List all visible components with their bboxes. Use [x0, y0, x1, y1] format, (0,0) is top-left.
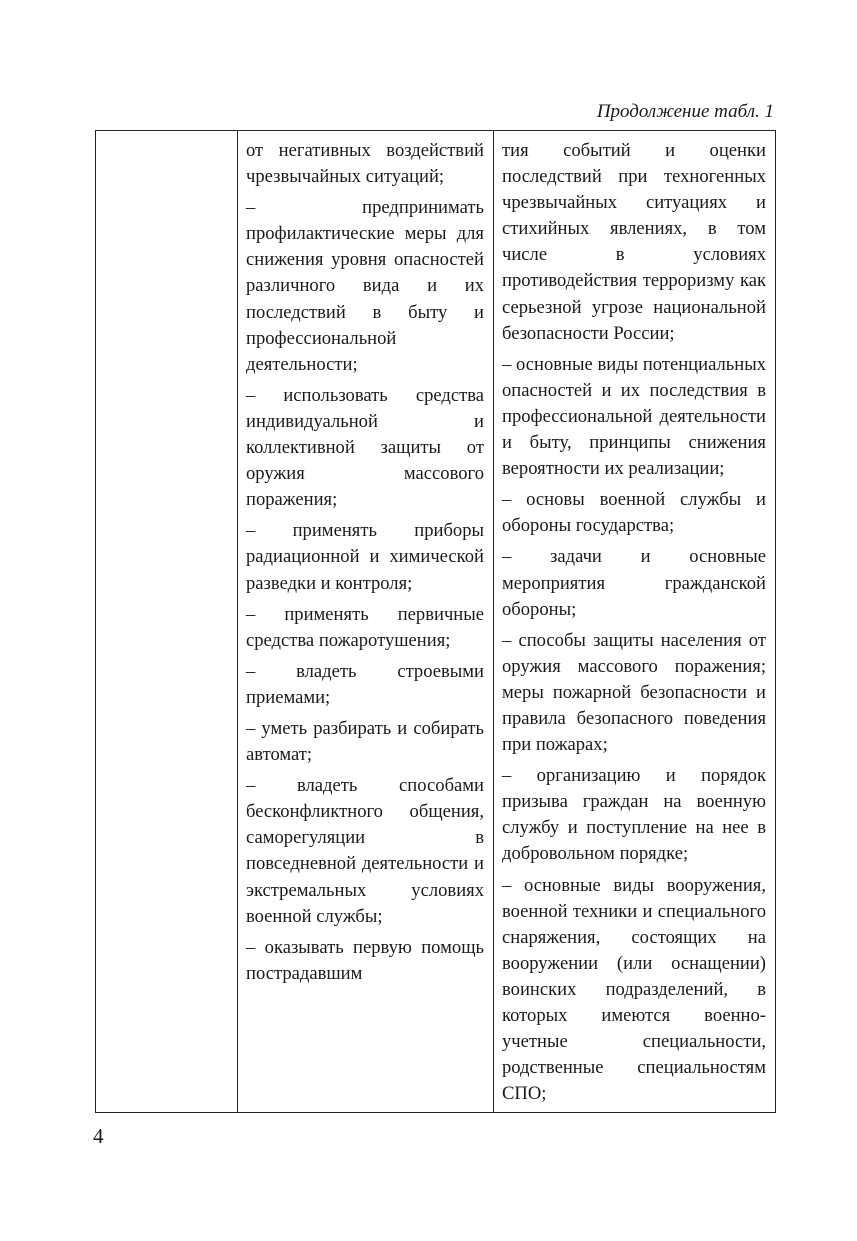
- column-2-content: [238, 131, 493, 987]
- list-item: – способы защиты населения от оружия массового поражения; меры пожарной безопасности и правила безопасного поведения при пожарах;: [502, 629, 766, 756]
- column-3-content: [494, 131, 775, 1107]
- list-item: – основы военной службы и обороны государства;: [502, 489, 766, 537]
- list-item: – организацию и порядок призыва граждан на военную службу и поступление на нее в добровольном порядке;: [502, 765, 766, 865]
- table-cell-column-1: [96, 131, 238, 1113]
- column-1-content: [96, 131, 237, 138]
- list-item: – оказывать первую помощь пострадавшим: [246, 936, 484, 984]
- list-item: – уметь разбирать и собирать автомат;: [246, 717, 484, 766]
- table-cell-column-3: [494, 131, 776, 1113]
- table-cell-column-2: [238, 131, 494, 1113]
- page-number: 4: [93, 1124, 104, 1148]
- list-item: – владеть способами бесконфликтного общения, саморегуляции в повседневной деятельности и экстремальных условиях военной службы;: [246, 775, 484, 927]
- list-item: – основные виды потенциальных опасностей и их последствия в профессиональной деятельности и быту, принципы снижения вероятности их реализации;: [502, 353, 766, 480]
- list-item: – владеть строевыми приемами;: [246, 660, 484, 708]
- list-item: – предпринимать профилактические меры для снижения уровня опасностей различного вида и их последствий в быту и профессиональной деятельности;: [246, 197, 484, 375]
- table-row: [96, 131, 776, 1113]
- list-item: тия событий и оценки последствий при техногенных чрезвычайных ситуациях и стихийных явлениях, в том числе в условиях противодействия терроризму как серьезной угрозе национальной безопасности России;: [502, 140, 766, 344]
- list-item: – использовать средства индивидуальной и коллективной защиты от оружия массового поражения;: [246, 384, 484, 511]
- list-item: – применять приборы радиационной и химической разведки и контроля;: [246, 520, 484, 594]
- list-item: от негативных воздействий чрезвычайных ситуаций;: [246, 140, 484, 188]
- list-item: – основные виды вооружения, военной техники и специального снаряжения, состоящих на вооружении (или оснащении) воинских подразделений, в которых имеются военно-учетные специальности, родственные специальностям СПО;: [502, 874, 766, 1105]
- table-continuation-caption: Продолжение табл. 1: [596, 101, 774, 122]
- list-item: – применять первичные средства пожаротушения;: [246, 603, 484, 651]
- list-item: – задачи и основные мероприятия гражданской обороны;: [502, 546, 766, 620]
- competency-table: [95, 130, 776, 1113]
